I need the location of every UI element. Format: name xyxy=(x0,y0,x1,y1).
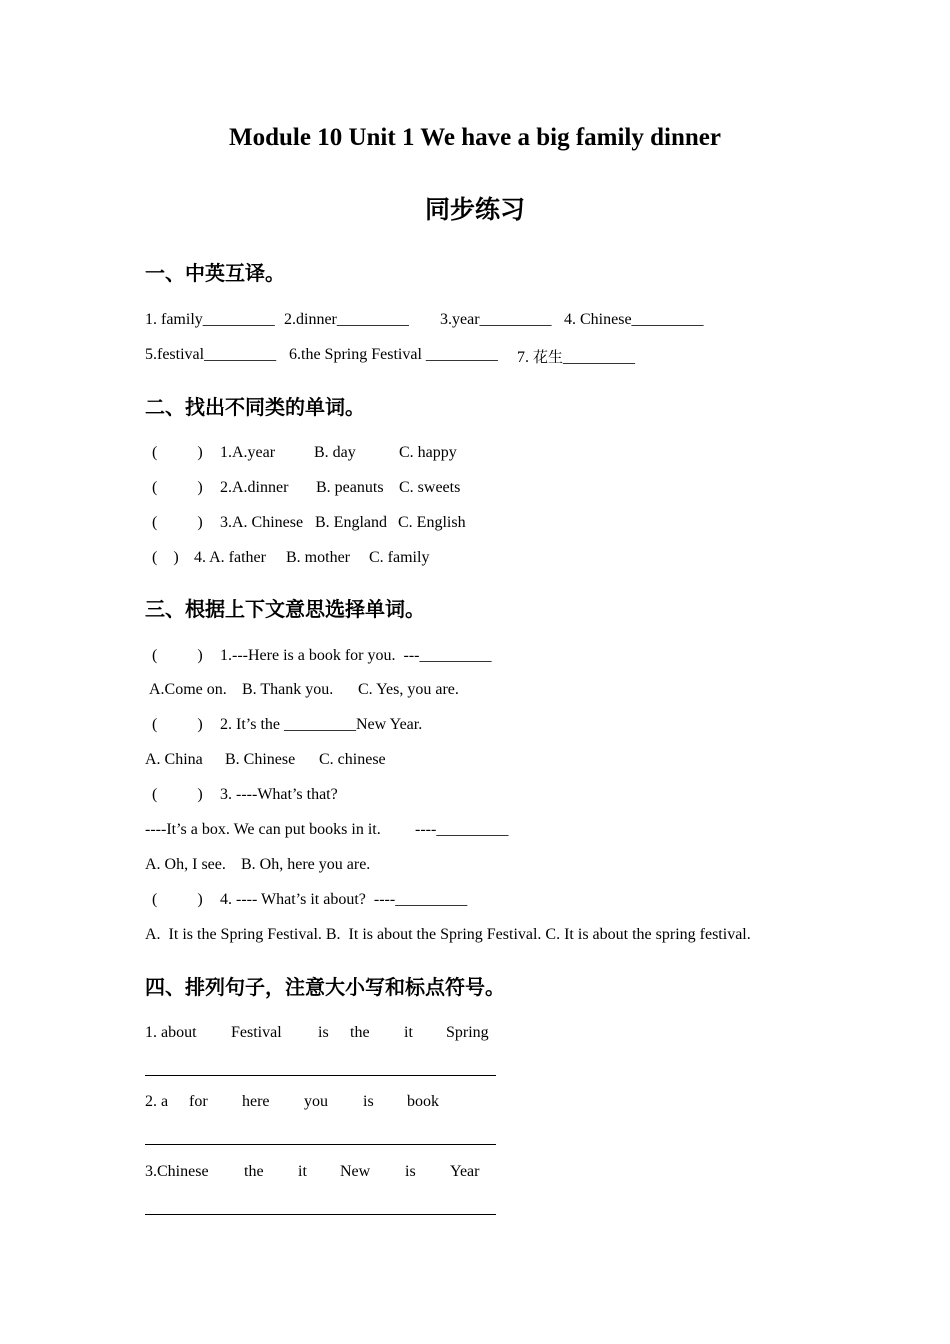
s1-item-7 xyxy=(517,346,635,367)
section-3-heading: 三、根据上下文意思选择单词。 xyxy=(145,597,425,621)
s4-q1-word: Spring xyxy=(446,1024,489,1041)
s4-q1-answer-line xyxy=(145,1075,496,1076)
s4-q1-word: the xyxy=(350,1024,370,1041)
s3-q4-options: A. It is the Spring Festival. B. It is about the Spring Festival. C. It is about the spring festival. xyxy=(145,926,751,943)
s4-q2-answer-line xyxy=(145,1144,496,1145)
s1-item-5: 5.festival_________ xyxy=(145,346,277,363)
s1-item-4: 4. Chinese_________ xyxy=(564,311,704,328)
s1-item-7-num: 7. xyxy=(517,349,529,366)
s3-q1-a: A.Come on. xyxy=(149,681,227,698)
s2-q1-a: 1.A.year xyxy=(220,444,276,461)
s3-q1-paren: ( ) xyxy=(152,647,203,664)
s3-q2-paren: ( ) xyxy=(152,716,203,733)
s3-q2-b: B. Chinese xyxy=(225,751,296,768)
s2-q4-b: B. mother xyxy=(286,549,350,566)
s4-q3-word: is xyxy=(405,1163,416,1180)
s4-q2-word: is xyxy=(363,1093,374,1110)
s2-q3-b: B. England xyxy=(315,514,387,531)
s3-q4-text: 4. ---- What’s it about? ----_________ xyxy=(220,891,468,908)
s2-q2-a: 2.A.dinner xyxy=(220,479,289,496)
s3-q2-c: C. chinese xyxy=(319,751,386,768)
s3-q1-b: B. Thank you. xyxy=(242,681,334,698)
s3-q3-blank: ----_________ xyxy=(415,821,509,838)
s2-q1-paren: ( ) xyxy=(152,444,203,461)
page-title: Module 10 Unit 1 We have a big family dinner xyxy=(229,124,721,151)
s4-q2-word: here xyxy=(242,1093,270,1110)
s4-q3-word: 3.Chinese xyxy=(145,1163,209,1180)
s4-q2-word: for xyxy=(189,1093,208,1110)
s2-q2-b: B. peanuts xyxy=(316,479,384,496)
s2-q4-c: C. family xyxy=(369,549,430,566)
s2-q3-a: 3.A. Chinese xyxy=(220,514,304,531)
s4-q3-word: Year xyxy=(450,1163,480,1180)
s4-q2-word: you xyxy=(304,1093,328,1110)
s1-item-7-word: 花生 xyxy=(533,348,564,366)
s1-item-6: 6.the Spring Festival _________ xyxy=(289,346,498,363)
s3-q1-text: 1.---Here is a book for you. ---_________ xyxy=(220,647,492,664)
section-1-heading: 一、中英互译。 xyxy=(145,261,285,285)
s2-q1-b: B. day xyxy=(314,444,356,461)
s3-q3-paren: ( ) xyxy=(152,786,203,803)
s4-q2-word: book xyxy=(407,1093,439,1110)
s4-q1-word: is xyxy=(318,1024,329,1041)
s3-q3-b: B. Oh, here you are. xyxy=(241,856,371,873)
s4-q3-word: the xyxy=(244,1163,264,1180)
s4-q3-word: New xyxy=(340,1163,371,1180)
s1-item-2: 2.dinner_________ xyxy=(284,311,409,328)
s2-q2-c: C. sweets xyxy=(399,479,461,496)
s3-q3-text: 3. ----What’s that? xyxy=(220,786,338,803)
s3-q2-a: A. China xyxy=(145,751,203,768)
page-subtitle: 同步练习 xyxy=(424,195,525,224)
s2-q4-a: 4. A. father xyxy=(194,549,266,566)
s3-q2-text: 2. It’s the _________New Year. xyxy=(220,716,423,733)
s3-q3-context: ----It’s a box. We can put books in it. xyxy=(145,821,381,838)
s3-q3-a: A. Oh, I see. xyxy=(145,856,226,873)
s4-q3-word: it xyxy=(298,1163,307,1180)
s4-q1-word: it xyxy=(404,1024,413,1041)
s3-q4-paren: ( ) xyxy=(152,891,203,908)
s4-q1-word: Festival xyxy=(231,1024,282,1041)
section-2-heading: 二、找出不同类的单词。 xyxy=(145,395,365,419)
section-4-heading: 四、排列句子，注意大小写和标点符号。 xyxy=(145,975,505,999)
s2-q1-c: C. happy xyxy=(399,444,457,461)
s4-q2-word: 2. a xyxy=(145,1093,169,1110)
s2-q3-c: C. English xyxy=(398,514,466,531)
s1-item-7-blank: _________ xyxy=(563,349,636,366)
s4-q3-answer-line xyxy=(145,1214,496,1215)
s2-q2-paren: ( ) xyxy=(152,479,203,496)
s2-q4-paren: ( ) xyxy=(152,549,179,566)
s1-item-1: 1. family_________ xyxy=(145,311,275,328)
s4-q1-word: 1. about xyxy=(145,1024,197,1041)
s1-item-3: 3.year_________ xyxy=(440,311,552,328)
s2-q3-paren: ( ) xyxy=(152,514,203,531)
s3-q1-c: C. Yes, you are. xyxy=(358,681,459,698)
